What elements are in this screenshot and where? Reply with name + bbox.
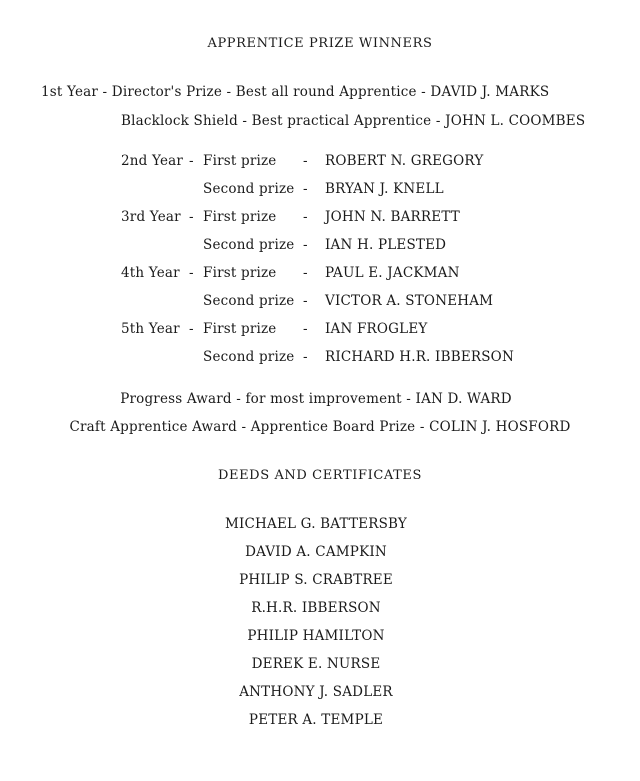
deeds-title: DEEDS AND CERTIFICATES — [217, 468, 423, 483]
prize-year: 3rd Year — [121, 209, 181, 225]
craft-apprentice-award: Craft Apprentice Award - Apprentice Board Prize - COLIN J. HOSFORD — [69, 419, 571, 435]
first-year-directors-prize: 1st Year - Director's Prize - Best all round Apprentice - DAVID J. MARKS — [41, 84, 550, 100]
prize-sep2: - — [303, 153, 308, 169]
deed-recipient: DEREK E. NURSE — [251, 656, 381, 672]
prize-winner: IAN FROGLEY — [325, 321, 428, 337]
prize-sep2: - — [303, 293, 308, 309]
prize-row — [0, 349, 640, 369]
prize-sep1: - — [189, 153, 194, 169]
prize-winner: BRYAN J. KNELL — [325, 181, 444, 197]
prize-sep2: - — [303, 349, 308, 365]
prize-winner: RICHARD H.R. IBBERSON — [325, 349, 514, 365]
prize-winner: ROBERT N. GREGORY — [325, 153, 484, 169]
prize-sep1: - — [189, 321, 194, 337]
deed-recipient: DAVID A. CAMPKIN — [245, 544, 387, 560]
deed-recipient: PETER A. TEMPLE — [248, 712, 384, 728]
deed-recipient: ANTHONY J. SADLER — [239, 684, 393, 700]
deed-recipient: PHILIP S. CRABTREE — [239, 572, 393, 588]
prize-sep2: - — [303, 181, 308, 197]
prize-row — [0, 265, 640, 285]
prize-prize: Second prize — [203, 237, 295, 253]
prize-winner: PAUL E. JACKMAN — [325, 265, 460, 281]
prize-winner: IAN H. PLESTED — [325, 237, 447, 253]
prize-row — [0, 209, 640, 229]
prize-year: 4th Year — [121, 265, 180, 281]
prize-row — [0, 293, 640, 313]
prize-winner: JOHN N. BARRETT — [325, 209, 461, 225]
deed-recipient: R.H.R. IBBERSON — [251, 600, 381, 616]
prize-winner: VICTOR A. STONEHAM — [325, 293, 494, 309]
prize-row — [0, 321, 640, 341]
prize-prize: First prize — [203, 321, 277, 337]
progress-award: Progress Award - for most improvement - IAN D. WARD — [120, 391, 512, 407]
prize-sep2: - — [303, 265, 308, 281]
prize-sep1: - — [189, 265, 194, 281]
prize-year: 5th Year — [121, 321, 180, 337]
prize-prize: Second prize — [203, 181, 295, 197]
prize-row — [0, 181, 640, 201]
prize-year: 2nd Year — [121, 153, 184, 169]
prize-prize: First prize — [203, 265, 277, 281]
prize-prize: Second prize — [203, 293, 295, 309]
prize-prize: First prize — [203, 209, 277, 225]
prize-prize: First prize — [203, 153, 277, 169]
prize-sep2: - — [303, 209, 308, 225]
first-year-blacklock-shield: Blacklock Shield - Best practical Apprentice - JOHN L. COOMBES — [121, 113, 586, 129]
prize-prize: Second prize — [203, 349, 295, 365]
page-title: APPRENTICE PRIZE WINNERS — [207, 36, 433, 51]
prize-sep2: - — [303, 237, 308, 253]
prize-row — [0, 153, 640, 173]
deed-recipient: MICHAEL G. BATTERSBY — [224, 516, 408, 532]
prize-row — [0, 237, 640, 257]
deed-recipient: PHILIP HAMILTON — [247, 628, 385, 644]
prize-sep2: - — [303, 321, 308, 337]
prize-sep1: - — [189, 209, 194, 225]
